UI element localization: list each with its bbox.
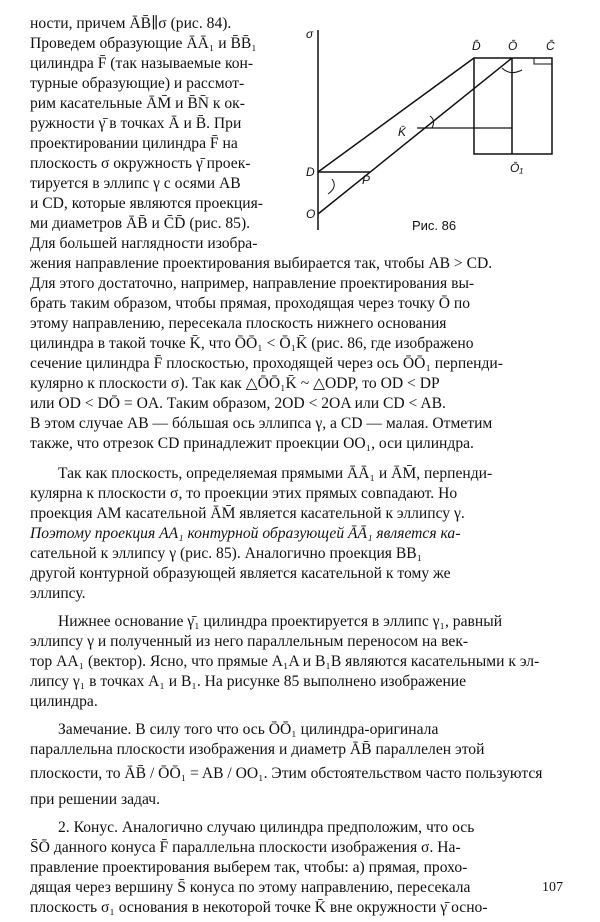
text-line-32: тор AA₁ (вектор). Ясно, что прямые A₁A и B₁B являются касательными к эл-	[30, 653, 540, 670]
text-line-29: эллипсу.	[30, 585, 86, 602]
text-line-22: также, что отрезок CD принадлежит проекции OO₁, оси цилиндра.	[30, 435, 474, 452]
label-k: K̄	[398, 125, 407, 139]
text-line-31: эллипсу γ и полученный из него параллельным переносом на век-	[30, 633, 469, 650]
right-angle-marker	[534, 58, 552, 64]
text-line-16: этому направлению, пересекала плоскость нижнего основания	[30, 315, 447, 332]
text-line-25: проекция AM касательной ĀM̄ является касательной к эллипсу γ.	[30, 505, 465, 522]
text-line-27: сательной к эллипсу γ (рис. 85). Аналогично проекция BB₁	[30, 545, 423, 562]
text-line-28: другой контурной образующей является касательной к тому же	[30, 565, 451, 582]
page-number: 107	[542, 880, 563, 895]
label-o1-bar: Ō₁	[510, 161, 524, 175]
label-o: O	[306, 207, 316, 221]
text-line-4: турные образующие) и рассмот-	[30, 75, 245, 92]
text-line-6: ружности γ̄ в точках Ā и B̄. При	[30, 115, 242, 132]
text-line-18: сечение цилиндра F̄ плоскостью, проходящей через ось ŌŌ₁ перпенди-	[30, 355, 503, 372]
text-line-21: В этом случае AB — бóльшая ось эллипса γ, а CD — малая. Отметим	[30, 415, 493, 432]
text-line-26: Поэтому проекция AA₁ контурной образующей ĀĀ₁ является ка-	[30, 525, 461, 542]
label-c-bar: C̄	[546, 39, 555, 53]
text-line-5: рим касательные ĀM̄ и B̄N̄ к ок-	[30, 95, 245, 112]
text-line-38: при решении задач.	[30, 791, 161, 808]
text-line-3: цилиндра F̄ (так называемые кон-	[30, 55, 254, 72]
label-o-bar: Ō	[508, 39, 518, 53]
text-line-40: S̄Ō данного конуса F̄ параллельна плоскости изображения σ. На-	[30, 839, 461, 856]
label-p: P	[362, 173, 371, 187]
figure-caption: Рис. 86	[412, 218, 457, 233]
text-line-19: кулярно к плоскости σ). Так как △ŌŌ₁K̄ ~ △ODP, то OD < DP	[30, 375, 440, 392]
text-line-33: липсу γ₁ в точках A₁ и B₁. На рисунке 85 выполнено изображение	[30, 673, 467, 690]
text-line-43: плоскость σ₁ основания в некоторой точке K̄ вне окружности γ̄ осно-	[30, 899, 488, 916]
text-line-10: и CD, которые являются проекция-	[30, 195, 263, 212]
text-line-30: Нижнее основание γ̄₁ цилиндра проектируется в эллипс γ₁, равный	[58, 613, 503, 630]
text-line-12: Для большей наглядности изобра-	[30, 235, 258, 252]
label-sigma: σ	[306, 27, 314, 41]
text-line-41: правление проектирования выберем так, чтобы: а) прямая, прохо-	[30, 859, 468, 876]
text-line-2: Проведем образующие ĀĀ₁ и B̄B̄₁	[30, 35, 257, 52]
text-line-17: цилиндра в такой точке K̄, что ŌŌ₁ < Ō₁K̄ (рис. 86, где изображено	[30, 335, 474, 352]
label-d-bar: D̄	[472, 39, 481, 53]
text-line-11: ми диаметров ĀB̄ и C̄D̄ (рис. 85).	[30, 215, 251, 232]
text-line-42: дящая через вершину S̄ конуса по этому направлению, пересекала	[30, 879, 471, 896]
projection-line-lower	[318, 58, 512, 214]
text-line-1: ности, причем ĀB̄∥σ (рис. 84).	[30, 15, 232, 32]
text-line-37: плоскости, то ĀB̄ / ŌŌ₁ = AB / OO₁. Этим обстоятельством часто пользуются	[30, 765, 543, 782]
text-line-39: 2. Конус. Аналогично случаю цилиндра предположим, что ось	[58, 819, 475, 836]
text-line-20: или OD < DŌ = OA. Таким образом, 2OD < 2OA или CD < AB.	[30, 395, 446, 412]
text-line-36: параллельна плоскости изображения и диаметр ĀB̄ параллелен этой	[30, 741, 485, 758]
angle-arc-d	[328, 179, 334, 194]
text-line-8: плоскость σ окружность γ̄ проек-	[30, 155, 251, 172]
text-line-35: Замечание. В силу того что ось ŌŌ₁ цилиндра-оригинала	[58, 721, 439, 738]
text-line-7: проектировании цилиндра F̄ на	[30, 135, 238, 152]
text-line-24: кулярна к плоскости σ, то проекции этих прямых совпадают. Но	[30, 485, 458, 502]
text-line-15: брать таким образом, чтобы прямая, проходящая через точку Ō по	[30, 295, 471, 312]
text-line-9: тируется в эллипс γ с осями AB	[30, 175, 241, 192]
text-line-13: жения направление проектирования выбирается так, чтобы AB > CD.	[30, 255, 493, 272]
text-line-34: цилиндра.	[30, 693, 98, 710]
projection-line-upper	[318, 58, 474, 172]
text-line-23: Так как плоскость, определяемая прямыми ĀĀ₁ и ĀM̄, перпенди-	[58, 465, 493, 482]
label-d: D	[306, 165, 315, 179]
text-line-14: Для этого достаточно, например, направление проектирования вы-	[30, 275, 475, 292]
